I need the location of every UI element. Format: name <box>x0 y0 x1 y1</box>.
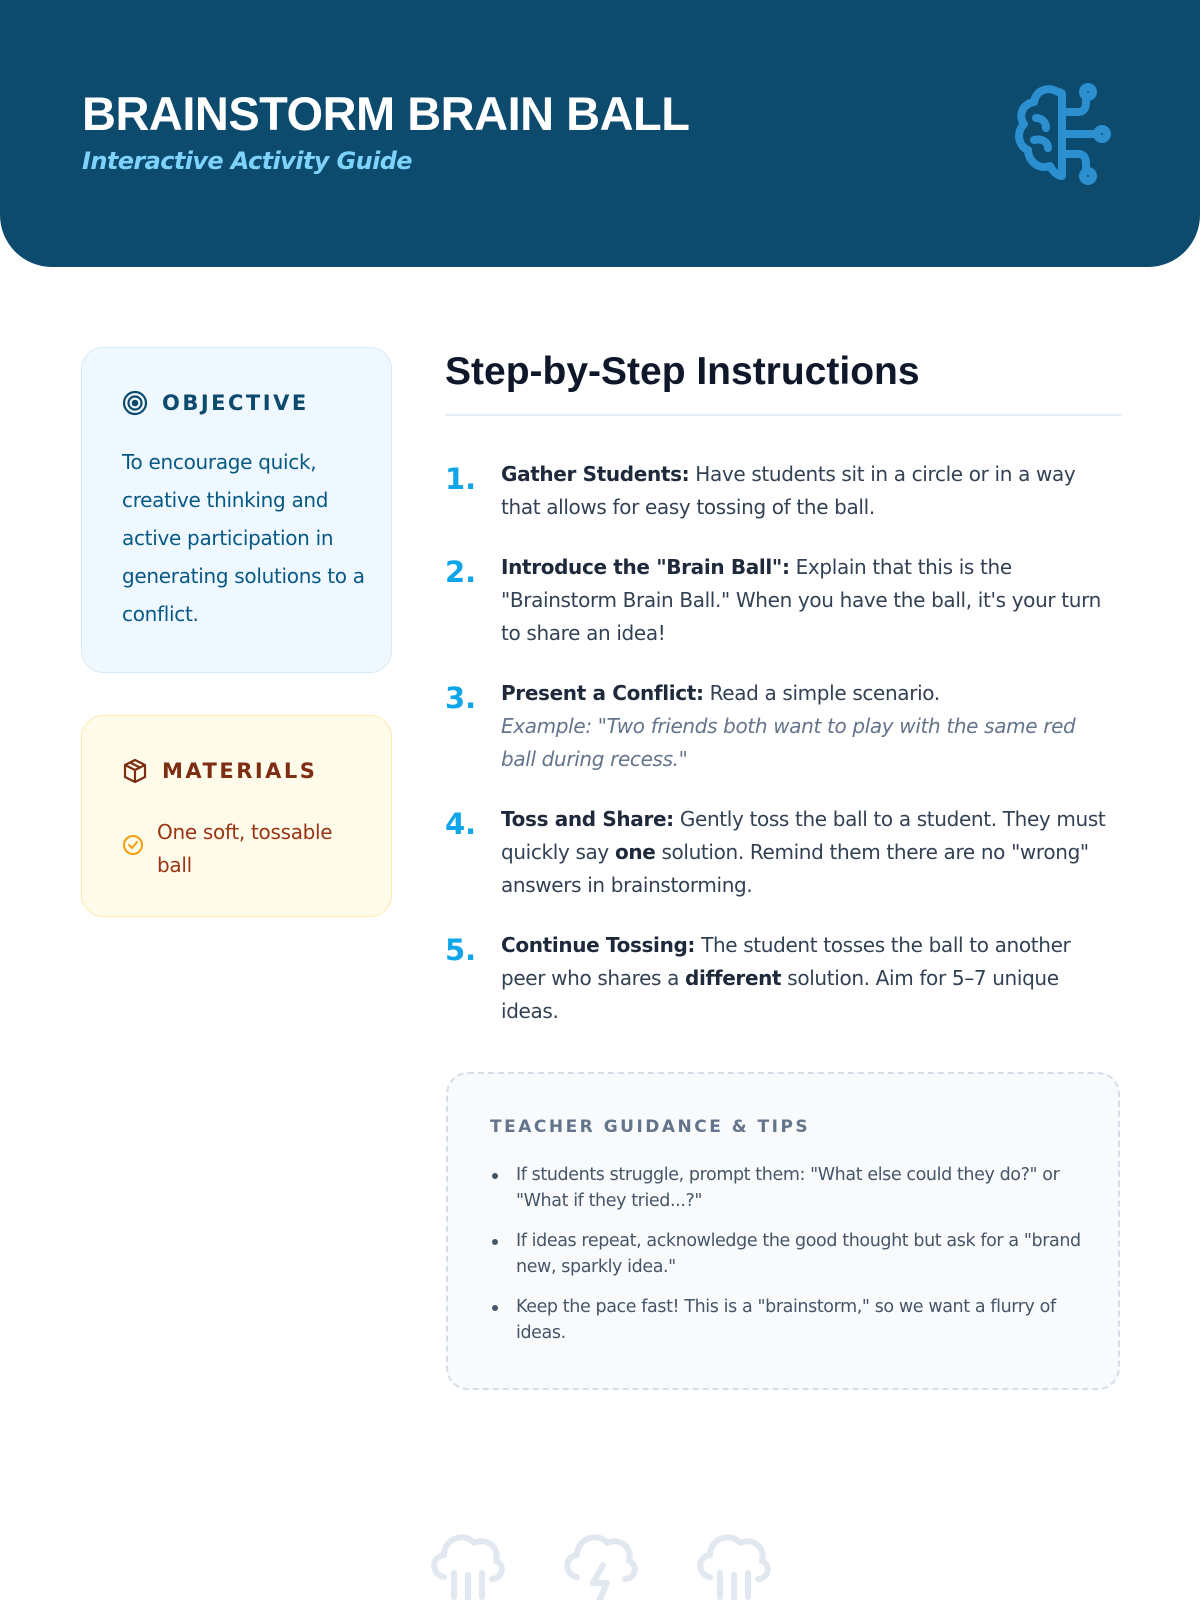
list-item <box>490 1294 1090 1346</box>
step-body <box>501 929 1106 1028</box>
page-subtitle: Interactive Activity Guide <box>82 147 412 175</box>
tip-text: Keep the pace fast! This is a "brainstorm," so we want a flurry of ideas. <box>516 1297 1056 1343</box>
header-banner <box>0 0 1200 267</box>
instructions-title: Step-by-Step Instructions <box>445 350 920 393</box>
box-icon <box>122 758 148 784</box>
step-body <box>501 458 1106 524</box>
cloud-lightning-icon <box>561 1525 641 1600</box>
step-body <box>501 551 1106 650</box>
footer-decoration <box>428 1525 778 1600</box>
step-emphasis: different <box>685 966 782 990</box>
step-number: 2. <box>445 555 477 589</box>
step-text: Explain that this is the "Brainstorm Brain Ball." When you have the ball, it's your turn to share an idea! <box>501 555 1101 645</box>
tip-text: If ideas repeat, acknowledge the good thought but ask for a "brand new, sparkly idea." <box>516 1231 1081 1277</box>
materials-item-text: One soft, tossable ball <box>157 820 333 877</box>
materials-heading: MATERIALS <box>162 759 318 783</box>
materials-card <box>81 715 392 917</box>
teacher-tips-box <box>446 1072 1120 1390</box>
step-number: 4. <box>445 807 477 841</box>
step-item <box>445 677 1121 776</box>
step-text: solution. Aim for 5–7 unique ideas. <box>501 966 1059 1023</box>
target-icon <box>122 390 148 416</box>
step-item <box>445 551 1121 650</box>
tips-list <box>490 1162 1090 1360</box>
step-text: Gently toss the ball to a student. They must quickly say <box>501 807 1106 864</box>
bullet-icon <box>492 1239 498 1245</box>
step-item <box>445 929 1121 1028</box>
steps-list <box>445 458 1121 1055</box>
step-body <box>501 803 1106 902</box>
step-text: Have students sit in a circle or in a way that allows for easy tossing of the ball. <box>501 462 1076 519</box>
bullet-icon <box>492 1305 498 1311</box>
step-item <box>445 458 1121 524</box>
step-text: solution. Remind them there are no "wrong" answers in brainstorming. <box>501 840 1089 897</box>
list-item <box>490 1228 1090 1280</box>
step-item <box>445 803 1121 902</box>
list-item <box>122 816 362 882</box>
tips-heading: TEACHER GUIDANCE & TIPS <box>490 1117 811 1137</box>
objective-card <box>81 347 392 673</box>
check-circle-icon <box>122 834 144 856</box>
step-label: Gather Students: <box>501 462 690 486</box>
step-text: The student tosses the ball to another peer who shares a <box>501 933 1071 990</box>
step-body <box>501 677 1106 776</box>
cloud-rain-icon <box>694 1525 774 1600</box>
objective-text: To encourage quick, creative thinking and active participation in generating solutions to a conflict. <box>122 450 365 626</box>
divider <box>445 414 1121 416</box>
cloud-rain-icon <box>428 1525 508 1600</box>
step-label: Continue Tossing: <box>501 933 696 957</box>
step-example: Example: "Two friends both want to play with the same red ball during recess." <box>501 714 1076 771</box>
step-label: Toss and Share: <box>501 807 674 831</box>
bullet-icon <box>492 1173 498 1179</box>
step-number: 3. <box>445 681 477 715</box>
step-text: Read a simple scenario. <box>703 681 940 705</box>
step-emphasis: one <box>614 840 656 864</box>
step-number: 1. <box>445 462 477 496</box>
tip-text: If students struggle, prompt them: "What else could they do?" or "What if they tried...?" <box>516 1165 1060 1211</box>
list-item <box>490 1162 1090 1214</box>
step-label: Introduce the "Brain Ball": <box>501 555 790 579</box>
brain-circuit-icon <box>1014 82 1114 186</box>
objective-heading: OBJECTIVE <box>162 391 309 415</box>
page-title: BRAINSTORM BRAIN BALL <box>82 87 690 140</box>
step-label: Present a Conflict: <box>501 681 704 705</box>
step-number: 5. <box>445 933 477 967</box>
